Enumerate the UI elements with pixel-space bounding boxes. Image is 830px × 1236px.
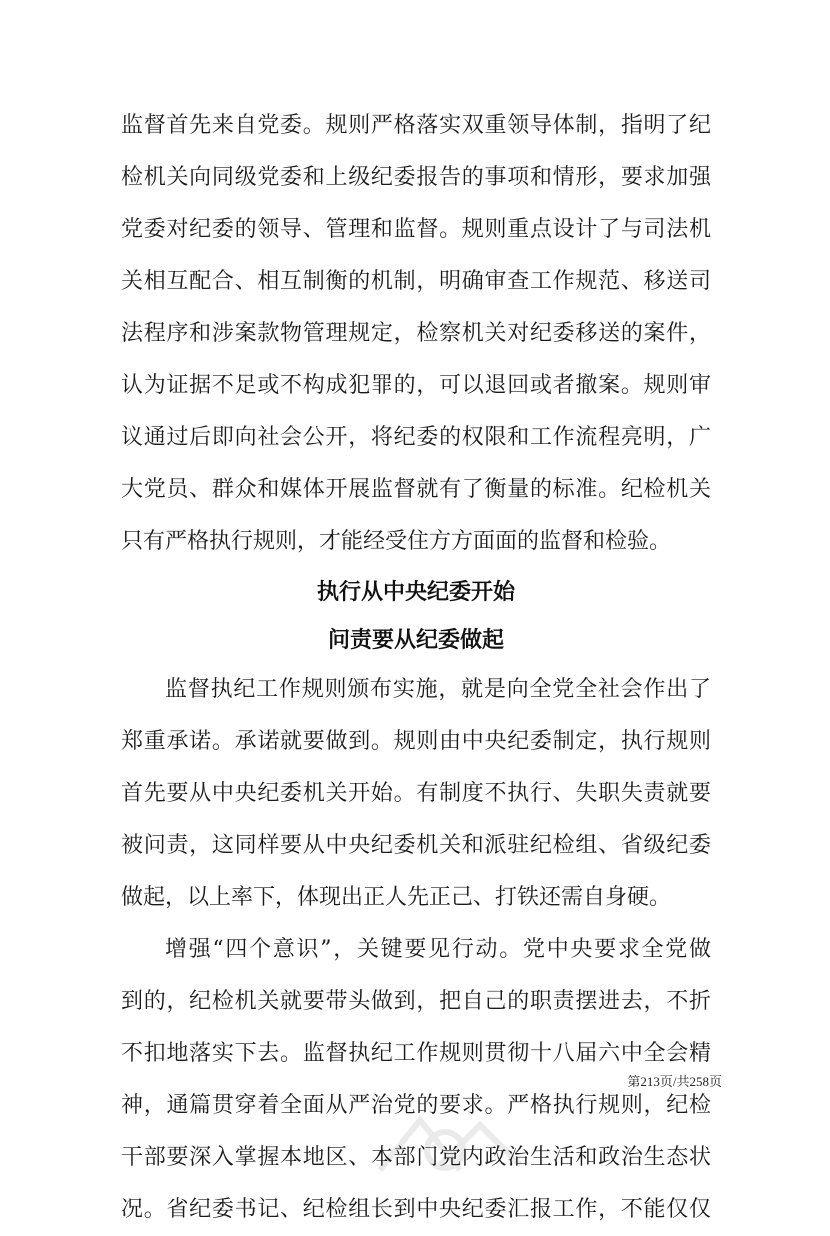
text-line: 被问责，这同样要从中央纪委机关和派驻纪检组、省级纪委: [121, 833, 711, 858]
text-line: 况。省纪委书记、纪检组长到中央纪委汇报工作，不能仅仅: [121, 1197, 711, 1222]
paragraph-1: [121, 100, 711, 568]
text-line: 议通过后即向社会公开，将纪委的权限和工作流程亮明，广: [121, 425, 711, 450]
document-body: [121, 100, 711, 1236]
section-heading-line-1: 执行从中央纪委开始: [316, 579, 515, 605]
section-heading-line-2: 问责要从纪委做起: [327, 627, 504, 653]
text-line: 认为证据不足或不构成犯罪的，可以退回或者撤案。规则审: [121, 373, 711, 398]
text-line: 监督首先来自党委。规则严格落实双重领导体制，指明了纪: [121, 113, 711, 138]
text-line: 干部要深入掌握本地区、本部门党内政治生活和政治生态状: [121, 1145, 711, 1170]
text-line: 检机关向同级党委和上级纪委报告的事项和情形，要求加强: [121, 165, 711, 190]
text-line: 首先要从中央纪委机关开始。有制度不执行、失职失责就要: [121, 781, 711, 806]
watermark-icon: [360, 1110, 530, 1180]
page-number: 第213页/共258页: [627, 1074, 722, 1089]
paragraph-2: [121, 664, 711, 924]
text-line: 做起，以上率下，体现出正人先正己、打铁还需自身硬。: [121, 885, 672, 910]
text-line: 法程序和涉案款物管理规定，检察机关对纪委移送的案件，: [121, 321, 711, 346]
text-line: 监督执纪工作规则颁布实施，就是向全党全社会作出了: [165, 677, 711, 702]
text-line: 到的，纪检机关就要带头做到，把自己的职责摆进去，不折: [121, 989, 711, 1014]
text-line: 只有严格执行规则，才能经受住方方面面的监督和检验。: [121, 529, 672, 554]
text-line: 增强“四个意识”，关键要见行动。党中央要求全党做: [165, 937, 711, 962]
text-line: 不扣地落实下去。监督执纪工作规则贯彻十八届六中全会精: [121, 1041, 711, 1066]
text-line: 郑重承诺。承诺就要做到。规则由中央纪委制定，执行规则: [121, 729, 711, 754]
text-line: 神，通篇贯穿着全面从严治党的要求。严格执行规则，纪检: [121, 1093, 711, 1118]
text-line: 关相互配合、相互制衡的机制，明确审查工作规范、移送司: [121, 269, 711, 294]
text-line: 党委对纪委的领导、管理和监督。规则重点设计了与司法机: [121, 217, 711, 242]
paragraph-3: [121, 924, 711, 1236]
text-line: 大党员、群众和媒体开展监督就有了衡量的标准。纪检机关: [121, 477, 711, 502]
